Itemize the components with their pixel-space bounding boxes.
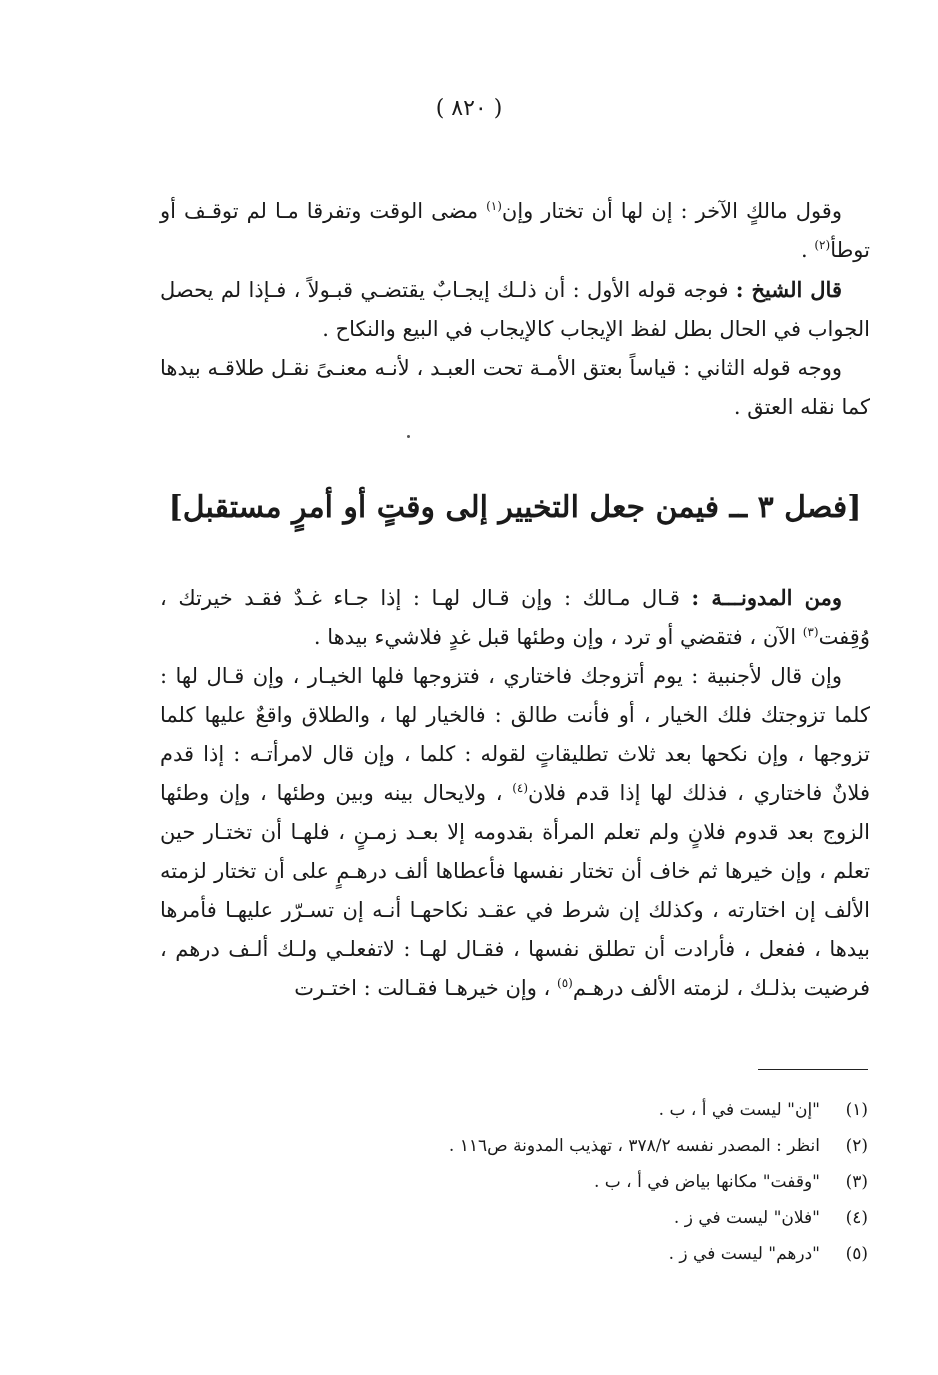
paragraph-text: وقول مالكٍ الآخر : إن لها أن تختار وإن (501, 199, 842, 223)
footnote-number: (٣) (845, 1172, 868, 1192)
footnotes (160, 1092, 868, 1272)
footnote-number: (٤) (845, 1208, 868, 1228)
section-title: [فصل ٣ ــ فيمن جعل التخيير إلى وقتٍ أو أمرٍ مستقبل] (168, 490, 862, 525)
footnote-ref-4[interactable]: (٤) (512, 781, 529, 795)
paragraph-text: وإن قال لأجنبية : يوم أتزوجك فاختاري ، فتزوجها فلها الخيـار ، وإن قـال لها : كلما تزوجتك فلك الخيار ، أو فأنت طالق : فالخيار لها ، والطلاق واقعٌ عليها كلما تزوجها ، وإن نكحها بعد ثلاث تطليقاتٍ لقوله : كلما ، وإن قال لامرأتـه : إذا قدم فلانٌ فاختاري ، فذلك لها إذا قدم فلان (160, 664, 871, 805)
paragraph-text: ، وإن خيرهـا فقـالت : اختـرت (294, 976, 557, 1000)
paragraph-2 (160, 270, 870, 349)
paragraph-5 (160, 657, 870, 1008)
paragraph-lead: قال الشيخ : (735, 277, 842, 302)
paragraph-text: ، ولايحال بينه وبين وطئها ، وإن وطئها الزوج بعد قدوم فلانٍ ولم تعلم المرأة بقدومه إلا بعـد زمـنٍ ، فلهـا أن تختـار حين تعلم ، وإن خيرها ثم خاف أن تختار نفسها فأعطاها ألف درهـمٍ على أن تختار لزمته الألف إن اختارته ، وكذلك إن شرط في عقـد نكاحهـا أنـه إن تسـرّر عليهـا فأمرها بيدها ، ففعل ، فأرادت أن تطلق نفسها ، فقـال لهـا : لاتفعلـي ولـك ألـف درهم ، فرضيت بذلـك ، لزمته الألف درهـم (160, 781, 870, 1000)
footnote-text: "وقفت" مكانها بياض في أ ، ب . (593, 1172, 820, 1192)
footnote-text: انظر : المصدر نفسه ٣٧٨/٢ ، تهذيب المدونة ص١١٦ . (448, 1136, 820, 1156)
footnote-ref-2[interactable]: (٢) (814, 238, 831, 252)
paragraph-1 (160, 192, 870, 270)
footnote-text: "فلان" ليست في ز . (673, 1208, 820, 1228)
footnote-item (160, 1236, 868, 1272)
paragraph-4 (160, 578, 870, 657)
footnote-item (160, 1092, 868, 1128)
paragraph-text: قـال مـالك : وإن قـال لهـا : إذا جـاء غـدٌ فقـد خيرتك ، وُقِفت (160, 586, 870, 649)
footnote-text: "درهم" ليست في ز . (668, 1244, 820, 1264)
page-number: ( ٨٢٠ ) (435, 96, 503, 121)
paragraph-text: ووجه قوله الثاني : قياساً بعتق الأمـة تحت العبـد ، لأنـه معنـىً نقـل طلاقـه بيدها كما نقله العتق . (160, 356, 870, 419)
footnote-number: (٥) (845, 1244, 868, 1264)
footnote-number: (٢) (845, 1136, 868, 1156)
paragraph-text: . (801, 238, 815, 262)
scan-speck (407, 435, 410, 438)
footnote-text: "إن" ليست في أ ، ب . (658, 1100, 820, 1120)
footnote-number: (١) (845, 1100, 868, 1120)
paragraph-text: فوجه قوله الأول : أن ذلـك إيجـابٌ يقتضـي قبـولاً ، فـإذا لم يحصل الجواب في الحال بطل لفظ الإيجاب كالإيجاب في البيع والنكاح . (160, 278, 870, 341)
footnote-item (160, 1164, 868, 1200)
footnote-item (160, 1128, 868, 1164)
paragraph-3 (160, 349, 870, 427)
paragraph-text: مضى الوقت وتفرقا مـا لم توقـف أو توطأ (160, 199, 870, 262)
footnote-item (160, 1200, 868, 1236)
paragraph-lead: ومن المدونـــة : (691, 585, 842, 610)
footnote-ref-3[interactable]: (٣) (802, 625, 819, 639)
footnote-ref-5[interactable]: (٥) (557, 976, 573, 990)
paragraph-text: الآن ، فتقضي أو ترد ، وإن وطئها قبل غدٍ فلاشيء بيدها . (313, 625, 803, 649)
footnote-divider (758, 1069, 868, 1070)
text-block-2 (160, 578, 870, 1008)
text-block-1 (160, 192, 870, 427)
footnote-ref-1[interactable]: (١) (486, 199, 502, 213)
